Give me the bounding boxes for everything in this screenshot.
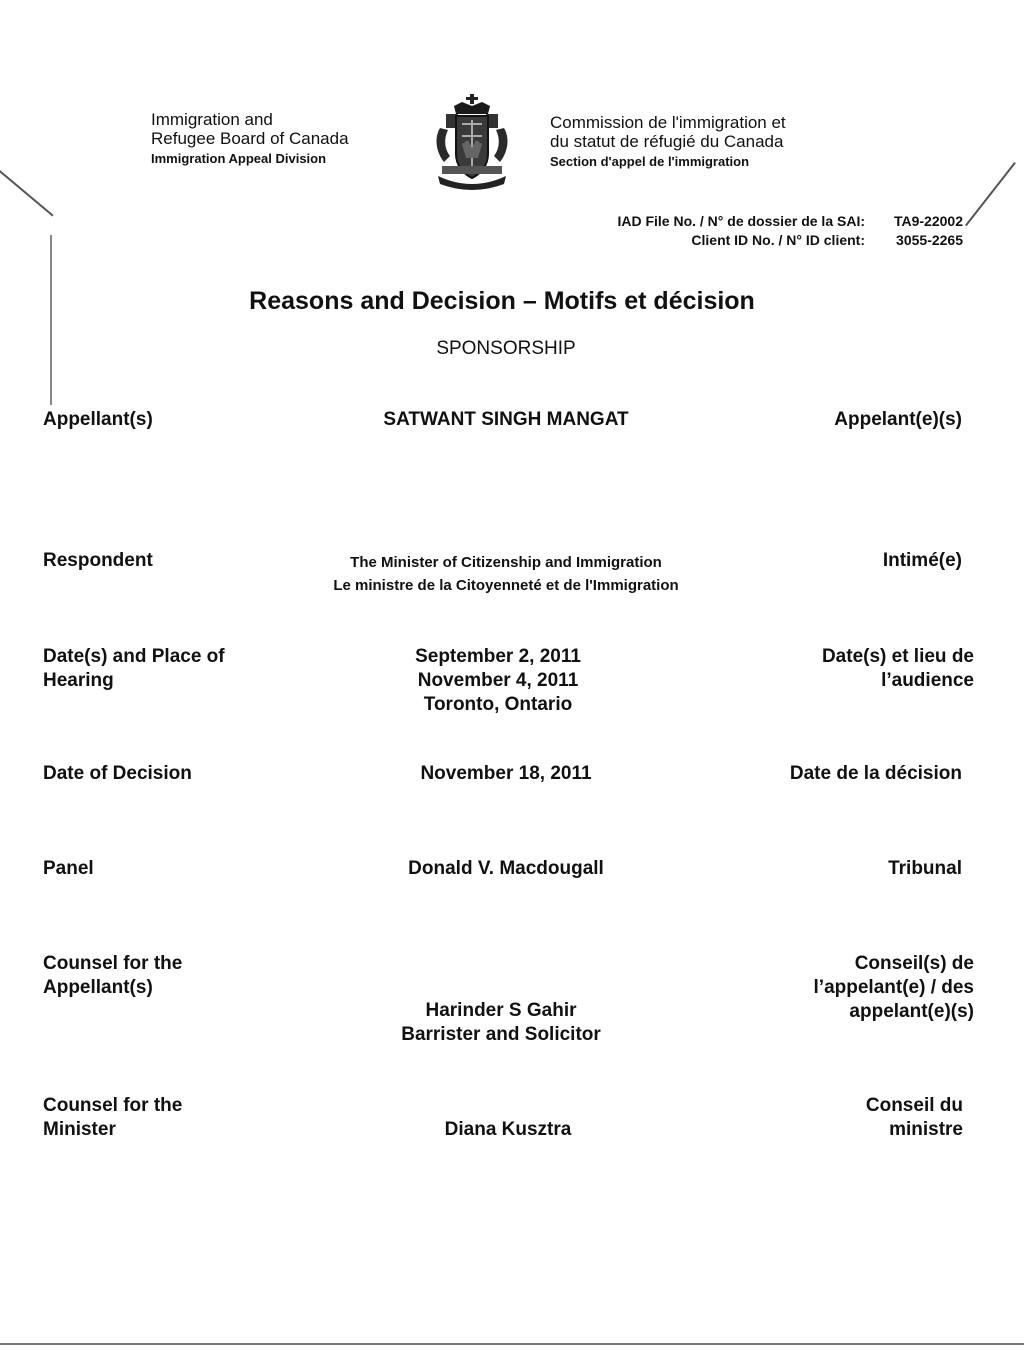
header-english xyxy=(151,110,349,170)
counsel-appellant-name: Harinder S Gahir xyxy=(425,1000,577,1021)
counsel-appellant-label-fr-line3: appelant(e)(s) xyxy=(849,1001,974,1022)
hearing-label-fr xyxy=(822,645,974,693)
counsel-minister-label-en-line2: Minister xyxy=(43,1119,116,1140)
hearing-label-en-line2: Hearing xyxy=(43,670,114,691)
client-id-value: 3055-2265 xyxy=(896,232,963,248)
client-id-row xyxy=(555,231,963,250)
header-en-division: Immigration Appeal Division xyxy=(151,151,327,166)
decision-label-fr: Date de la décision xyxy=(789,763,962,784)
counsel-appellant-label-fr-line1: Conseil(s) de xyxy=(854,953,974,974)
scan-edge-right xyxy=(965,162,1016,226)
hearing-place: Toronto, Ontario xyxy=(423,694,573,715)
hearing-label-en xyxy=(43,645,225,693)
scan-edge-vertical xyxy=(50,235,52,405)
file-info xyxy=(555,212,963,250)
counsel-appellant-label-en-line2: Appellant(s) xyxy=(43,977,153,998)
counsel-appellant-title: Barrister and Solicitor xyxy=(401,1024,601,1045)
appellant-label-fr: Appelant(e)(s) xyxy=(834,409,962,430)
header-fr-line2: du statut de réfugié du Canada xyxy=(550,132,784,151)
hearing-label-fr-line1: Date(s) et lieu de xyxy=(821,646,974,667)
header-french xyxy=(550,113,786,173)
panel-member: Donald V. Macdougall xyxy=(408,858,604,879)
client-id-label: Client ID No. / N° ID client: xyxy=(691,232,865,248)
counsel-appellant-value xyxy=(401,999,601,1047)
header-en-line2: Refugee Board of Canada xyxy=(151,129,349,148)
hearing-label-fr-line2: l’audience xyxy=(881,670,974,691)
iad-file-row xyxy=(555,212,963,231)
page-subtitle: SPONSORSHIP xyxy=(436,338,576,359)
appellant-label-en: Appellant(s) xyxy=(43,409,153,430)
respondent-value xyxy=(333,551,678,597)
counsel-appellant-label-fr xyxy=(814,952,974,1024)
decision-date: November 18, 2011 xyxy=(420,763,592,784)
counsel-minister-label-fr-line1: Conseil du xyxy=(865,1095,963,1116)
header-fr-line1: Commission de l'immigration et xyxy=(550,113,786,132)
scan-edge-bottom xyxy=(0,1343,1024,1345)
respondent-value-fr: Le ministre de la Citoyenneté et de l'Immigration xyxy=(333,577,679,594)
counsel-appellant-label-en xyxy=(43,952,182,1000)
appellant-name: SATWANT SINGH MANGAT xyxy=(383,409,629,430)
respondent-label-en: Respondent xyxy=(43,550,153,571)
iad-file-label: IAD File No. / N° de dossier de la SAI: xyxy=(617,213,865,229)
coat-of-arms-icon xyxy=(432,92,512,194)
iad-file-value: TA9-22002 xyxy=(893,213,963,229)
hearing-date-2: November 4, 2011 xyxy=(417,670,579,691)
decision-label-en: Date of Decision xyxy=(43,763,192,784)
respondent-label-fr: Intimé(e) xyxy=(882,550,962,571)
panel-label-fr: Tribunal xyxy=(888,858,962,879)
header-fr-division: Section d'appel de l'immigration xyxy=(550,154,750,169)
counsel-minister-label-fr-line2: ministre xyxy=(889,1119,963,1140)
scan-edge-left xyxy=(0,170,54,217)
counsel-appellant-label-en-line1: Counsel for the xyxy=(43,953,183,974)
hearing-label-en-line1: Date(s) and Place of xyxy=(43,646,225,667)
panel-label-en: Panel xyxy=(43,858,94,879)
hearing-value xyxy=(415,645,581,717)
respondent-value-en: The Minister of Citizenship and Immigration xyxy=(350,554,662,571)
counsel-minister-label-en-line1: Counsel for the xyxy=(43,1095,183,1116)
counsel-appellant-label-fr-line2: l’appelant(e) / des xyxy=(813,977,974,998)
counsel-minister-label-en xyxy=(43,1094,182,1142)
page-title: Reasons and Decision – Motifs et décision xyxy=(249,287,755,315)
hearing-date-1: September 2, 2011 xyxy=(415,646,581,667)
counsel-minister-name: Diana Kusztra xyxy=(444,1119,572,1140)
counsel-minister-label-fr xyxy=(866,1094,963,1142)
header-en-line1: Immigration and xyxy=(151,110,273,129)
